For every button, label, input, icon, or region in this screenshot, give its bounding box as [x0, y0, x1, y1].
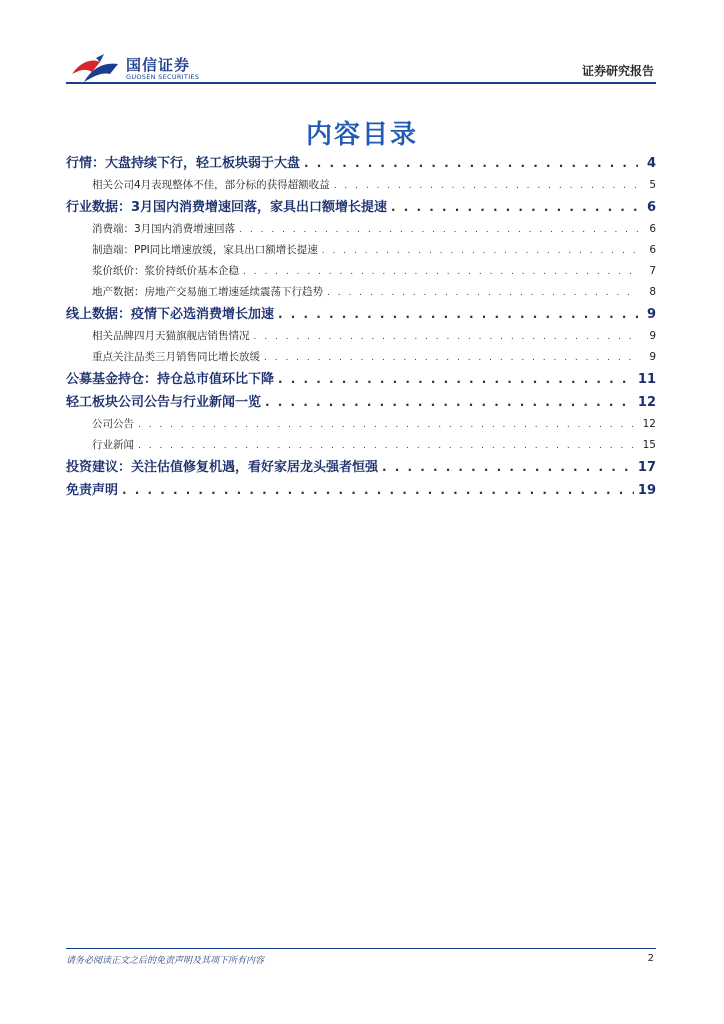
toc-page-number: 9	[646, 307, 656, 322]
toc-entry-level2[interactable]	[66, 414, 656, 435]
toc-entry-level1[interactable]	[66, 152, 656, 175]
toc-dot-leader	[382, 456, 634, 479]
footer-divider	[66, 948, 656, 949]
toc-entry-level2[interactable]	[66, 282, 656, 303]
toc-entry-text: 线上数据：疫情下必选消费增长加速	[66, 307, 275, 322]
toc-page-number: 6	[649, 223, 656, 235]
toc-title: 内容目录	[305, 120, 418, 150]
toc-entry-text: 消费端：3月国内消费增速回落	[92, 223, 236, 235]
toc-entry-text: 制造端：PPI同比增速放缓，家具出口额增长提速	[92, 244, 318, 256]
toc-entry-level1[interactable]	[66, 196, 656, 219]
toc-entry-text: 相关品牌四月天猫旗舰店销售情况	[92, 330, 250, 342]
toc-dot-leader	[334, 176, 638, 197]
toc-page-number: 12	[642, 418, 656, 430]
toc-page-number: 6	[649, 244, 656, 256]
toc-entry-level2[interactable]	[66, 219, 656, 240]
toc-page-number: 6	[646, 200, 656, 215]
toc-entry-level2[interactable]	[66, 261, 656, 282]
toc-entry-level1[interactable]	[66, 456, 656, 479]
toc-page-number: 9	[649, 351, 656, 363]
toc-dot-leader	[278, 303, 638, 326]
toc-page-number: 19	[637, 483, 656, 498]
toc-page-number: 15	[642, 439, 656, 451]
toc-page-number: 12	[637, 395, 656, 410]
toc-page-number: 9	[649, 330, 656, 342]
toc-entry-text: 公司公告	[92, 418, 134, 430]
toc-entry-text: 轻工板块公司公告与行业新闻一览	[66, 395, 262, 410]
logo-english-name: GUOSEN SECURITIES	[126, 73, 200, 81]
toc-page-number: 8	[649, 286, 656, 298]
header-divider	[66, 82, 656, 84]
toc-entry-level2[interactable]	[66, 326, 656, 347]
toc-dot-leader	[322, 241, 638, 262]
toc-dot-leader	[278, 368, 634, 391]
toc-page-number: 4	[646, 156, 656, 171]
toc-entry-text: 免责声明	[66, 483, 119, 498]
toc-dot-leader	[239, 220, 638, 241]
toc-dot-leader	[327, 283, 638, 304]
toc-entry-text: 行业新闻	[92, 439, 134, 451]
toc-page-number: 5	[649, 179, 656, 191]
toc-dot-leader	[391, 196, 638, 219]
toc-entry-level1[interactable]	[66, 368, 656, 391]
toc-entry-text: 相关公司4月表现整体不佳，部分标的获得超额收益	[92, 179, 330, 191]
toc-entry-text: 公募基金持仓：持仓总市值环比下降	[66, 372, 275, 387]
toc-entry-text: 行情：大盘持续下行，轻工板块弱于大盘	[66, 156, 301, 171]
toc-dot-leader	[138, 415, 638, 436]
toc-page-number: 17	[637, 460, 656, 475]
toc-entry-text: 行业数据：3月国内消费增速回落，家具出口额增长提速	[66, 200, 388, 215]
toc-dot-leader	[265, 391, 634, 414]
toc-dot-leader	[122, 479, 634, 502]
toc-dot-leader	[243, 262, 638, 283]
guosen-logo	[70, 52, 210, 86]
disclaimer-note: 请务必阅读正文之后的免责声明及其项下所有内容	[66, 956, 265, 966]
toc-dot-leader	[304, 152, 638, 175]
toc-entry-level1[interactable]	[66, 391, 656, 414]
toc-entry-level2[interactable]	[66, 240, 656, 261]
toc-entry-text: 地产数据：房地产交易施工增速延续震荡下行趋势	[92, 286, 323, 298]
toc-dot-leader	[138, 436, 638, 457]
table-of-contents	[66, 152, 656, 502]
page-header	[0, 0, 724, 90]
toc-dot-leader	[264, 348, 638, 369]
page-number: 2	[647, 953, 654, 964]
toc-entry-text: 浆价纸价：浆价持纸价基本企稳	[92, 265, 239, 277]
toc-entry-level2[interactable]	[66, 175, 656, 196]
toc-page-number: 7	[649, 265, 656, 277]
toc-entry-level1[interactable]	[66, 303, 656, 326]
toc-page-number: 11	[637, 372, 656, 387]
report-type-label: 证券研究报告	[581, 64, 654, 78]
toc-entry-text: 重点关注品类三月销售同比增长放缓	[92, 351, 260, 363]
toc-dot-leader	[254, 327, 639, 348]
logo-chinese-name: 国信证券	[126, 56, 191, 74]
toc-entry-level1[interactable]	[66, 479, 656, 502]
toc-entry-level2[interactable]	[66, 435, 656, 456]
guosen-logo-mark-icon	[70, 52, 122, 86]
toc-entry-level2[interactable]	[66, 347, 656, 368]
toc-entry-text: 投资建议：关注估值修复机遇，看好家居龙头强者恒强	[66, 460, 379, 475]
